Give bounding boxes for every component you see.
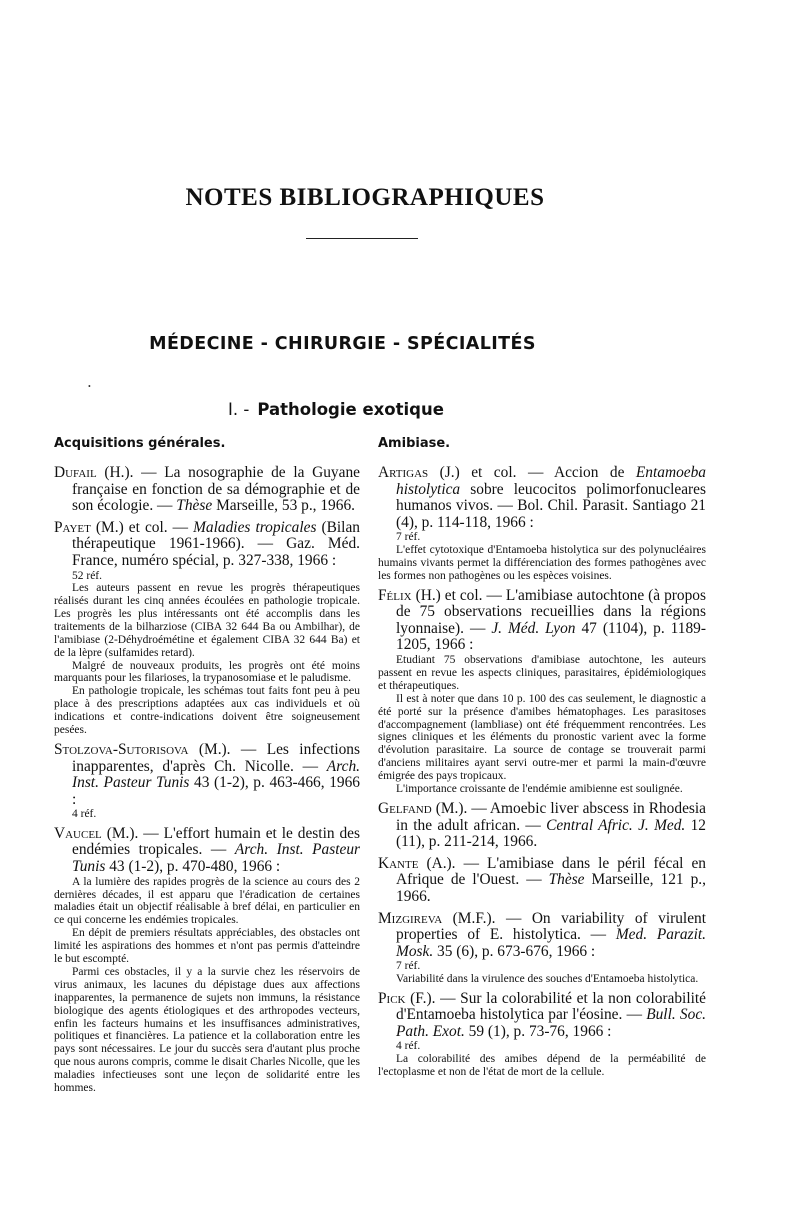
reference bbox=[378, 801, 706, 851]
reference bbox=[54, 465, 360, 515]
margin-mark: • bbox=[88, 382, 91, 391]
entry-abstract: L'effet cytotoxique d'Entamoeba histolytica sur des polynucléaires humains vivants permet la différenciation des formes pathogènes avec les formes non pathogènes ou les espèces voisines. bbox=[378, 543, 706, 582]
entry-text: et col. — L'amibiase autochtone (à propos de 75 observations recueillies dans la régions lyonnaise). — bbox=[396, 586, 706, 637]
reference bbox=[378, 991, 706, 1041]
subsection-number: I. - bbox=[228, 400, 250, 419]
title-rule bbox=[306, 238, 418, 239]
right-column bbox=[378, 436, 706, 1084]
entry-abstract: En dépit de premiers résultats appréciables, des obstacles ont limité les aspirations des hommes et n'ont pas permis d'atteindre le but escompté. bbox=[54, 927, 360, 966]
entry-text: — Amoebic liver abscess in Rhodesia in the adult african. — bbox=[396, 799, 707, 834]
bibliography-entry bbox=[378, 801, 706, 851]
entry-source: Arch. Inst. Pasteur Tunis bbox=[72, 841, 360, 875]
bibliography-entry bbox=[54, 520, 360, 737]
entry-details: 59 (1), p. 73-76, 1966 : bbox=[464, 1022, 612, 1040]
left-column-heading: Acquisitions générales. bbox=[54, 436, 226, 451]
entry-source: Central Afric. J. Med. bbox=[546, 816, 686, 834]
entry-text: — On variability of virulent properties of E. histolytica. — bbox=[396, 909, 706, 944]
entry-details: sobre leucocitos polimorfonucleares humanos vivos. — Bol. Chil. Parasit. Santiago 21 (4), p. 114-118, 1966 : bbox=[396, 480, 706, 531]
left-column bbox=[54, 436, 360, 1100]
bibliography-entry bbox=[378, 856, 706, 906]
entry-ref-count: 7 réf. bbox=[396, 960, 421, 973]
bibliography-entry bbox=[54, 742, 360, 821]
entry-source: Maladies tropicales bbox=[193, 518, 317, 536]
page-title: NOTES BIBLIOGRAPHIQUES bbox=[185, 184, 545, 211]
entry-abstract: Les auteurs passent en revue les progrès thérapeutiques réalisés durant les cinq années écoulées en pathologie tropicale. Les progrès les plus intéressants ont été accomplis dans les traitements de la bilharziose (CIBA 32 644 Ba ou Ambilhar), de l'amibiase (2-Déhydroémétine et également CIBA 32 644 Ba) et de la lèpre (sulfamides retard). bbox=[54, 582, 360, 659]
entry-source: Bull. Soc. Path. Exot. bbox=[396, 1006, 706, 1040]
bibliography-entry bbox=[378, 911, 706, 986]
section-title: MÉDECINE - CHIRURGIE - SPÉCIALITÉS bbox=[149, 334, 536, 354]
entry-ref-count: 4 réf. bbox=[72, 808, 97, 821]
entry-abstract: En pathologie tropicale, les schémas tout faits font peu à peu place à des prescriptions adaptées aux cas individuels et où indications et contre-indications doivent être soigneusement pesées. bbox=[54, 685, 360, 737]
entry-text: — L'amibiase dans le péril fécal en Afrique de l'Ouest. — bbox=[396, 854, 706, 889]
entry-author: Pick (F.). bbox=[378, 989, 436, 1007]
entry-abstract: Variabilité dans la virulence des souches d'Entamoeba histolytica. bbox=[396, 972, 699, 985]
right-column-heading: Amibiase. bbox=[378, 436, 451, 451]
entry-details: 12 (11), p. 211-214, 1966. bbox=[396, 816, 706, 851]
entry-text: et col. — bbox=[123, 518, 194, 536]
entry-text: — Les infections inapparentes, d'après Ch. Nicolle. — bbox=[72, 740, 360, 775]
bibliography-entry bbox=[378, 588, 706, 796]
bibliography-entry bbox=[378, 465, 706, 583]
entry-details: 47 (1104), p. 1189-1205, 1966 : bbox=[396, 619, 707, 654]
entry-source: Arch. Inst. Pasteur Tunis bbox=[72, 757, 360, 792]
reference bbox=[378, 465, 706, 531]
reference bbox=[54, 826, 360, 876]
reference bbox=[54, 520, 360, 570]
bibliography-entry bbox=[54, 826, 360, 1095]
entry-details: (Bilan thérapeutique 1961-1966). — Gaz. Méd. France, numéro spécial, p. 327-338, 1966 : bbox=[72, 518, 360, 569]
entry-author: Vaucel (M.). bbox=[54, 824, 139, 842]
entry-source: Thèse bbox=[176, 497, 213, 515]
entry-author: Payet (M.) bbox=[54, 518, 124, 536]
entry-abstract: Etudiant 75 observations d'amibiase autochtone, les auteurs passent en revue les aspects cliniques, parasitaires, épidémiologiques et thérapeutiques. bbox=[378, 653, 706, 692]
entry-details: Marseille, 53 p., 1966. bbox=[212, 497, 355, 515]
entry-source: Med. Parazit. Mosk. bbox=[396, 926, 706, 960]
entry-details: 43 (1-2), p. 470-480, 1966 : bbox=[105, 858, 281, 875]
entry-source: Thèse bbox=[548, 871, 585, 889]
entry-author: Artigas (J.) bbox=[378, 464, 460, 481]
entry-text: — L'effort humain et le destin des endémies tropicales. — bbox=[72, 824, 360, 859]
entry-text: — Sur la colorabilité et la non colorabilité d'Entamoeba histolytica par l'éosine. — bbox=[396, 989, 706, 1024]
bibliography-entry bbox=[378, 991, 706, 1079]
entry-abstract: L'importance croissante de l'endémie amibienne est soulignée. bbox=[396, 783, 683, 796]
reference bbox=[378, 911, 706, 961]
entry-author: Félix (H.) bbox=[378, 586, 441, 604]
reference bbox=[378, 588, 706, 654]
reference bbox=[378, 856, 706, 906]
entry-abstract: Malgré de nouveaux produits, les progrès ont été moins marquants pour les filarioses, la trypanosomiase et le paludisme. bbox=[54, 659, 360, 685]
entry-ref-count: 7 réf. bbox=[396, 531, 421, 544]
entry-details: 43 (1-2), p. 463-466, 1966 : bbox=[72, 774, 360, 808]
entry-details: 35 (6), p. 673-676, 1966 : bbox=[433, 942, 596, 960]
subsection-label: Pathologie exotique bbox=[257, 400, 444, 419]
entry-abstract: Parmi ces obstacles, il y a la survie chez les réservoirs de virus animaux, les lacunes du dépistage dues aux affections inapparentes, la permanence de sujets non immuns, la résistance biologique des agents étiologiques et des arthropodes vecteurs, enfin les facteurs humains et les insuffisances administratives, politiques et financières. La patience et la collaboration entre les pays sont nécessaires. Le jour du succès sera d'autant plus proche que nous aurons compris, comme le disait Charles Nicolle, que les maladies infectieuses sont une leçon de solidarité entre les hommes. bbox=[54, 965, 360, 1095]
entry-source: Entamoeba histolytica bbox=[396, 464, 706, 498]
entry-text: et col. — Accion de bbox=[459, 464, 636, 481]
entry-abstract: La colorabilité des amibes dépend de la perméabilité de l'ectoplasme et non de l'état de mort de la cellule. bbox=[378, 1052, 706, 1078]
entry-details: Marseille, 121 p., 1966. bbox=[396, 871, 706, 905]
entry-ref-count: 4 réf. bbox=[396, 1040, 421, 1053]
entry-author: Gelfand (M.). bbox=[378, 799, 468, 817]
entry-ref-count: 52 réf. bbox=[72, 569, 103, 582]
entry-author: Dufail (H.). bbox=[54, 464, 134, 481]
entry-abstract: Il est à noter que dans 10 p. 100 des cas seulement, le diagnostic a été porté sur la présence d'amibes hématophages. Les parasitoses d'accompagnement (lambliase) ont été fréquemment rencontrées. Les signes cliniques et les éléments du pronostic varient avec la forme d'évolution parasitaire. La source de contage se trouverait parmi d'anciens militaires ayant servi outre-mer et parmi la main-d'œuvre émigrée des pays tropicaux. bbox=[378, 692, 706, 783]
entry-source: J. Méd. Lyon bbox=[491, 619, 576, 637]
entry-author: Kante (A.). bbox=[378, 854, 456, 872]
entry-author: Stolzova-Sutorisova (M.). bbox=[54, 740, 231, 758]
reference bbox=[54, 742, 360, 808]
entry-text: — La nosographie de la Guyane française en fonction de sa démographie et de son écologie. — bbox=[72, 464, 360, 515]
bibliography-entry bbox=[54, 465, 360, 515]
entry-abstract: A la lumière des rapides progrès de la science au cours des 2 dernières décades, il est apparu que l'éradication de certaines maladies était un objectif réalisable à bref délai, en particulier en ce qui concerne les endémies tropicales. bbox=[54, 875, 360, 927]
entry-author: Mizgireva (M.F.). bbox=[378, 909, 496, 927]
subsection-title bbox=[228, 400, 444, 419]
